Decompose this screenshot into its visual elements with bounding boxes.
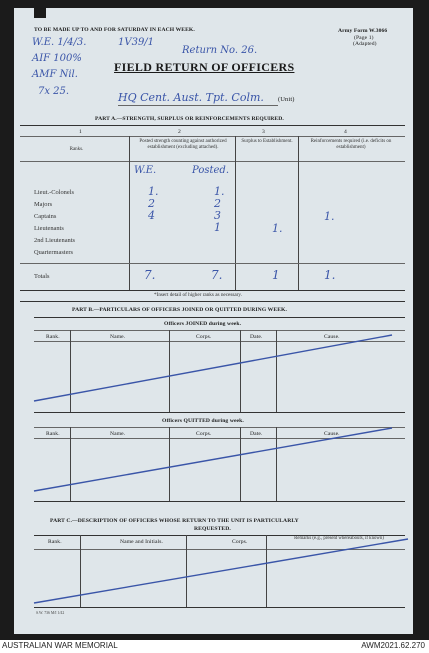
handwritten-return-number: Return No. 26. [182, 45, 258, 56]
joined-col-rank: Rank. [46, 334, 60, 340]
part-c-col-name: Name and Initials. [120, 539, 163, 545]
total-reinforcements: 1. [324, 268, 336, 282]
col-number-3: 3 [262, 129, 265, 135]
col-number-2: 2 [178, 129, 181, 135]
posted-captains: 3 [214, 209, 221, 222]
caption-source: AUSTRALIAN WAR MEMORIAL [2, 641, 118, 650]
total-posted: 7. [211, 268, 223, 282]
quitted-col-rank: Rank. [46, 431, 60, 437]
joined-col-corps: Corps. [196, 334, 212, 340]
part-a-footnote: *Insert detail of higher ranks as necessary. [154, 292, 242, 298]
rank-quartermasters: Quartermasters [34, 249, 74, 256]
posted-lieutenants: 1 [214, 221, 221, 234]
ink-strike-lines [14, 8, 413, 634]
caption-accession: AWM2021.62.270 [361, 641, 425, 650]
form-number: Army Form W.3066 [338, 28, 388, 34]
col-header-ranks: Ranks. [69, 147, 84, 152]
rank-majors: Majors [34, 201, 53, 208]
posted-majors: 2 [214, 197, 221, 210]
joined-strike-line [34, 335, 392, 401]
handwritten-unit: HQ Cent. Aust. Tpt. Colm. [118, 91, 264, 104]
col-header-posted: Posted strength counting against authorized establishment (excluding attached). [139, 139, 227, 150]
part-b-title: PART B.—PARTICULARS OF OFFICERS JOINED OR QUITTED DURING WEEK. [72, 307, 287, 313]
quitted-col-date: Date. [250, 431, 263, 437]
handwritten-amf: AMF Nil. [32, 69, 78, 80]
surplus-lieutenants: 1. [272, 222, 283, 235]
joined-col-name: Name. [110, 334, 126, 340]
rank-lieutenants: Lieutenants [34, 225, 64, 232]
form-page: (Page 1) [354, 35, 374, 41]
total-surplus: 1 [272, 268, 280, 282]
part-c-col-rank: Rank. [48, 539, 62, 545]
handwritten-we-label: W.E. [134, 165, 157, 176]
rank-lieut-colonels: Lieut.-Colonels [34, 189, 74, 196]
handwritten-aif: AIF 100% [32, 53, 82, 64]
part-c-col-corps: Corps. [232, 539, 248, 545]
posted-lieut-colonels: 1. [214, 185, 225, 198]
part-c-col-remarks: Remarks (e.g., present whereabouts, if known) [294, 536, 384, 541]
form-adapted: (Adapted) [353, 41, 377, 47]
quitted-col-corps: Corps. [196, 431, 212, 437]
form-instruction: TO BE MADE UP TO AND FOR SATURDAY IN EACH WEEK. [34, 27, 195, 33]
handwritten-posted-label: Posted. [192, 165, 229, 176]
joined-col-cause: Cause. [324, 334, 340, 340]
col-header-surplus: Surplus to Establishment. [241, 139, 293, 144]
print-code: S.W. 736 M/I 1/42 [36, 611, 65, 615]
we-majors: 2 [148, 197, 155, 210]
part-c-title-line1: PART C.—DESCRIPTION OF OFFICERS WHOSE RETURN TO THE UNIT IS PARTICULARLY [50, 518, 299, 524]
form-sheet [14, 8, 413, 634]
col-header-reinforcements: Reinforcements required (i.e. deficits on establishment) [310, 139, 392, 150]
we-captains: 4 [148, 209, 155, 222]
part-c-strike-line [34, 539, 408, 603]
rank-captains: Captains [34, 213, 57, 220]
handwritten-reference: 1V39/1 [118, 37, 155, 48]
part-a-title: PART A.—STRENGTH, SURPLUS OR REINFORCEMENTS REQUIRED. [95, 116, 284, 122]
punch-mark [34, 8, 46, 18]
quitted-strike-line [34, 428, 392, 491]
reinf-captains: 1. [324, 210, 335, 223]
form-title: FIELD RETURN OF OFFICERS [114, 60, 295, 74]
col-number-4: 4 [344, 129, 347, 135]
quitted-col-cause: Cause. [324, 431, 340, 437]
we-lieut-colonels: 1. [148, 185, 159, 198]
rank-2nd-lieutenants: 2nd Lieutenants [34, 237, 75, 244]
joined-col-date: Date. [250, 334, 263, 340]
part-c-title-line2: REQUESTED. [194, 526, 231, 532]
quitted-col-name: Name. [110, 431, 126, 437]
col-number-1: 1 [79, 129, 82, 135]
caption-bar [0, 640, 429, 653]
totals-label: Totals [34, 273, 50, 280]
joined-title: Officers JOINED during week. [164, 321, 242, 327]
handwritten-count: 7x 25. [38, 86, 70, 97]
total-we: 7. [144, 268, 156, 282]
unit-label: (Unit) [278, 96, 295, 103]
quitted-title: Officers QUITTED during week. [162, 418, 244, 424]
handwritten-week-ending: W.E. 1/4/3. [32, 37, 87, 48]
